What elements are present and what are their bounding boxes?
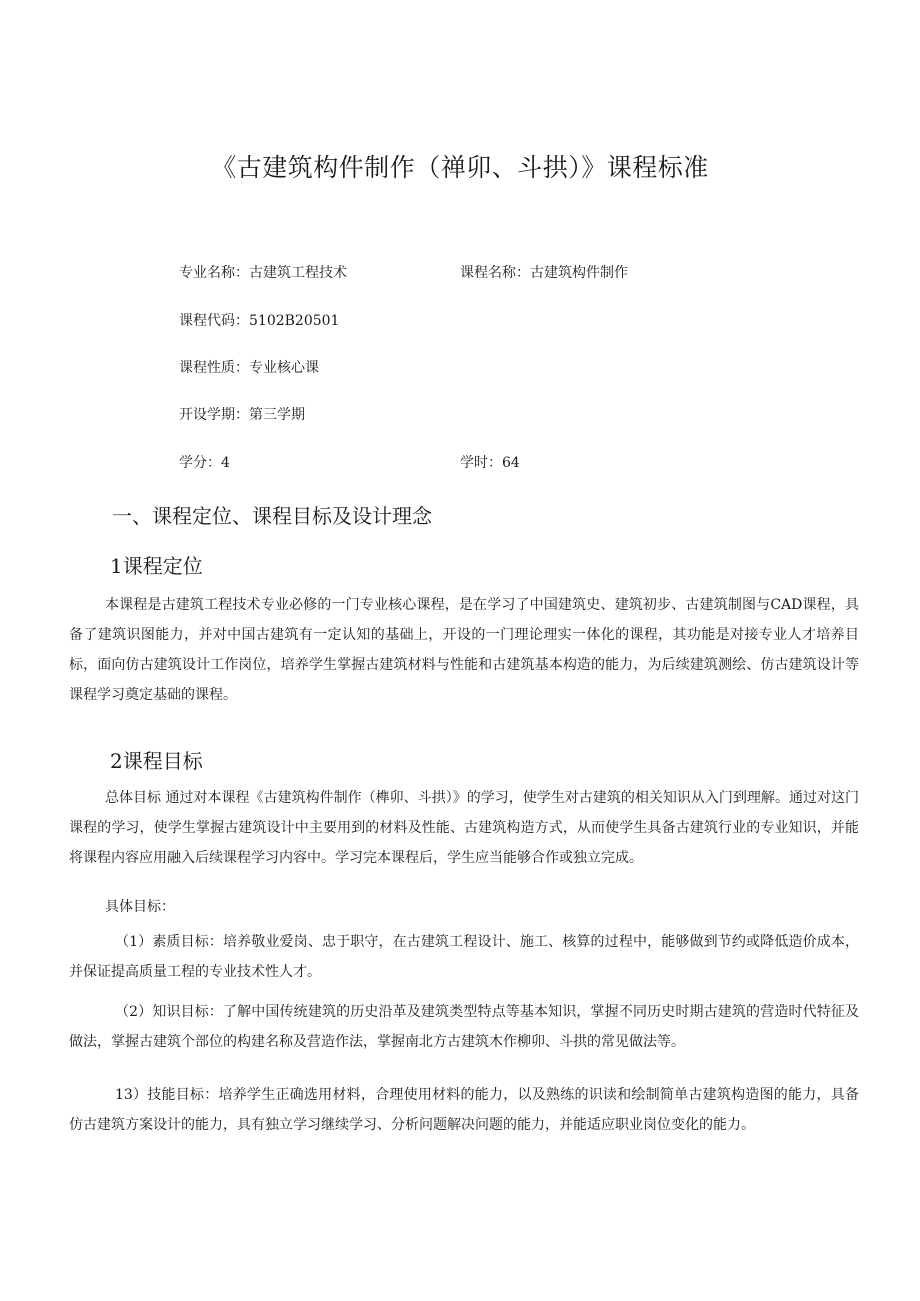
- section-1-heading: 一、课程定位、课程目标及设计理念: [112, 504, 432, 528]
- meta-row-1: [179, 262, 628, 282]
- quality-goal-paragraph: （1）素质目标：培养敬业爱岗、忠于职守，在古建筑工程设计、施工、核算的过程中，能够做到节约或降低造价成本，并保证提高质量工程的专业技术性人才。: [69, 934, 859, 980]
- course-nature-field: 课程性质：专业核心课: [179, 360, 319, 376]
- meta-row-5: [179, 452, 520, 472]
- skill-goal-paragraph: 13）技能目标：培养学生正确选用材料，合理使用材料的能力，以及熟练的识读和绘制简单古建筑构造图的能力，具备仿古建筑方案设计的能力，具有独立学习继续学习、分析问题解决问题的能力，并能适应职业岗位变化的能力。: [69, 1087, 859, 1133]
- document-title: 《古建筑构件制作（禅卯、斗拱）》课程标准: [211, 153, 709, 182]
- course-positioning-paragraph: 本课程是古建筑工程技术专业必修的一门专业核心课程，是在学习了中国建筑史、建筑初步、古建筑制图与CAD课程，具备了建筑识图能力，并对中国古建筑有一定认知的基础上，开设的一门理论理实一体化的课程，其功能是对接专业人才培养目标，面向仿古建筑设计工作岗位，培养学生掌握古建筑材料与性能和古建筑基本构造的能力，为后续建筑测绘、仿古建筑设计等课程学习奠定基础的课程。: [69, 597, 859, 703]
- meta-row-2: [179, 310, 339, 330]
- meta-row-3: [179, 357, 319, 377]
- course-name-field: 课程名称：古建筑构件制作: [460, 265, 628, 281]
- semester-field: 开设学期：第三学期: [179, 407, 305, 423]
- credits-field: 学分：4: [179, 455, 230, 471]
- major-field: 专业名称：古建筑工程技术: [179, 265, 347, 281]
- hours-field: 学时：64: [460, 455, 520, 471]
- knowledge-goal-paragraph: （2）知识目标：了解中国传统建筑的历史沿革及建筑类型特点等基本知识，掌握不同历史时期古建筑的营造时代特征及做法，掌握古建筑个部位的构建名称及营造作法，掌握南北方古建筑木作柳卯、斗拱的常见做法等。: [69, 1004, 859, 1050]
- overall-goal-paragraph: 总体目标 通过对本课程《古建筑构件制作（榫卯、斗拱）》的学习，使学生对古建筑的相关知识从入门到理解。通过对这门课程的学习，使学生掌握古建筑设计中主要用到的材料及性能、古建筑构造方式，从而使学生具备古建筑行业的专业知识，并能将课程内容应用融入后续课程学习内容中。学习完本课程后，学生应当能够合作或独立完成。: [69, 790, 859, 866]
- specific-goals-label: 具体目标：: [105, 899, 175, 915]
- course-code-field: 课程代码：5102B20501: [179, 313, 340, 329]
- subsection-2-heading: 2课程目标: [110, 749, 203, 773]
- meta-row-4: [179, 404, 305, 424]
- subsection-1-heading: 1课程定位: [110, 554, 203, 578]
